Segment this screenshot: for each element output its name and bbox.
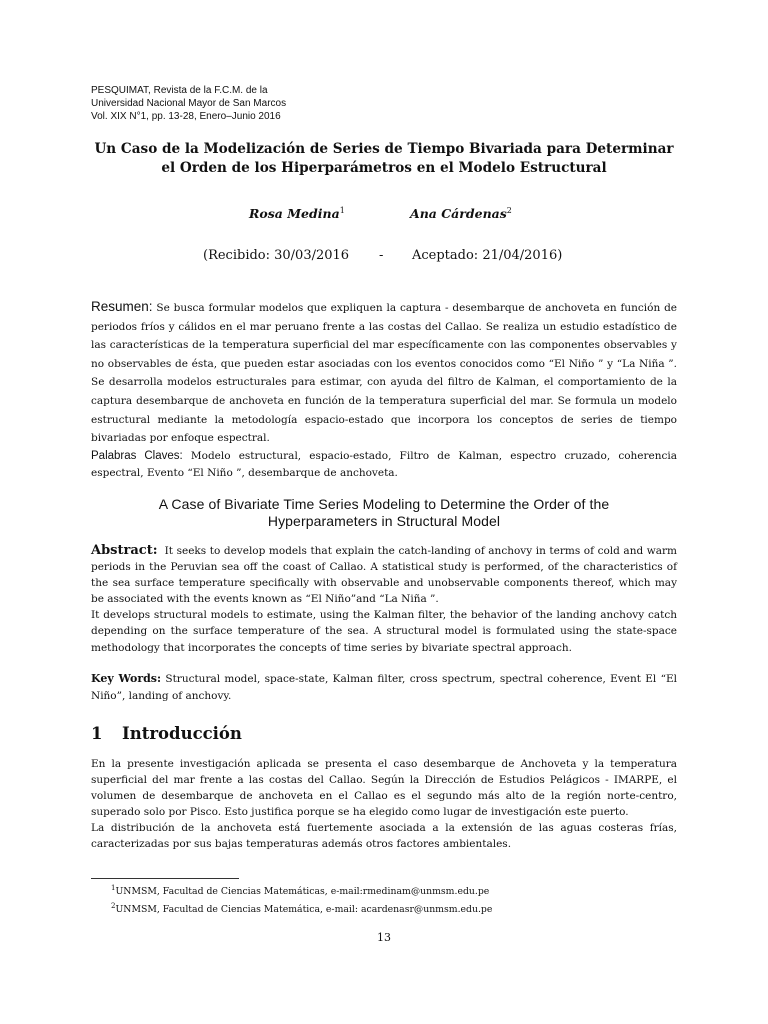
journal-line: Universidad Nacional Mayor de San Marcos — [91, 98, 287, 109]
palabras-claves — [91, 448, 677, 482]
author-footnote-mark: 1 — [339, 206, 345, 215]
introduction-body — [91, 757, 677, 852]
title-line: A Case of Bivariate Time Series Modeling to Determine the Order of the — [158, 496, 610, 512]
key-words — [91, 670, 677, 705]
body-paragraph: En la presente investigación aplicada se presenta el caso desembarque de Anchoveta y la temperatura superficial del mar frente a las costas del Callao. Según la Dirección de Estudios Pelágicos - IMARPE, el volumen de desembarque de anchoveta en el Callao es el segundo más alto de la región norte-centro, superado solo por Pisco. Esto justifica porque se ha elegido como lugar de investigación este puerto. — [91, 758, 677, 818]
section-heading — [91, 724, 242, 743]
footnote-divider — [91, 878, 239, 879]
footnote-mark: 2 — [111, 902, 116, 911]
author — [410, 206, 512, 221]
received-date: (Recibido: 30/03/2016 — [203, 248, 350, 263]
journal-line: Vol. XIX N°1, pp. 13-28, Enero–Junio 2016 — [91, 111, 281, 122]
abstract-heading: Abstract: — [91, 543, 158, 558]
palabras-claves-text: Modelo estructural, espacio-estado, Filtro de Kalman, espectro cruzado, coherencia espectral, Evento “El Niño ”, desembarque de anchoveta. — [91, 450, 677, 479]
section-number: 1 — [91, 724, 103, 743]
author-name: Rosa Medina — [249, 206, 340, 222]
accepted-date: Aceptado: 21/04/2016) — [412, 248, 563, 263]
title-line: Un Caso de la Modelización de Series de Tiempo Bivariada para Determinar — [94, 141, 674, 157]
page-number: 13 — [377, 931, 391, 944]
footnote — [91, 899, 677, 917]
footnote-text: UNMSM, Facultad de Ciencias Matemáticas, e-mail:rmedinam@unmsm.edu.pe — [115, 886, 490, 898]
journal-header — [91, 84, 391, 123]
abstract-paragraph — [91, 543, 677, 607]
footnote — [91, 881, 677, 899]
author — [249, 206, 345, 221]
date-separator: - — [379, 248, 384, 263]
palabras-claves-heading: Palabras Claves: — [91, 450, 183, 462]
abstract-paragraph: It develops structural models to estimate, using the Kalman filter, the behavior of the landing anchovy catch depending on the surface temperature of the sea. A structural model is formulated using the state-space methodology that incorporates the concepts of time series by bivariate spectral approach. — [91, 609, 677, 654]
journal-line: PESQUIMAT, Revista de la F.C.M. de la — [91, 85, 268, 96]
footnote-text: UNMSM, Facultad de Ciencias Matemática, e-mail: acardenasr@unmsm.edu.pe — [115, 904, 493, 916]
title-line: Hyperparameters in Structural Model — [267, 513, 501, 529]
english-title — [91, 496, 677, 530]
key-words-heading: Key Words: — [91, 672, 162, 685]
resumen-text: Se busca formular modelos que expliquen la captura - desembarque de anchoveta en función de periodos fríos y cálidos en el mar peruano frente a las costas del Callao. Se realiza un estudio estadístico de las características de la temperatura superficial del mar específicamente con las componentes observables y no observables de ésta, que pueden estar asociadas con los eventos conocidos como “El Niño ” y “La Niña ”. Se desarrolla modelos estructurales para estimar, con ayuda del filtro de Kalman, el comportamiento de la captura desembarque de anchoveta en función de la temperatura superficial del mar. Se formula un modelo estructural mediante la metodología espacio-estado que incorpora los conceptos de series de tiempo bivariadas por enfoque espectral. — [91, 302, 677, 445]
footnotes — [91, 881, 677, 917]
abstract-text: It seeks to develop models that explain the catch-landing of anchovy in terms of cold and warm periods in the Peruvian sea off the coast of Callao. A statistical study is performed, of the characteristics of the sea surface temperature specifically with observable and unobservable components thereof, which may be associated with the events known as “El Niño”and “La Niña ”. — [91, 545, 677, 606]
resumen-heading: Resumen: — [91, 299, 153, 314]
resumen — [91, 298, 677, 448]
body-paragraph: La distribución de la anchoveta está fuertemente asociada a la extensión de las aguas costeras frías, caracterizadas por sus bajas temperaturas además otros factores ambientales. — [91, 821, 677, 850]
key-words-text: Structural model, space-state, Kalman filter, cross spectrum, spectral coherence, Event El “El Niño”, landing of anchovy. — [91, 673, 677, 702]
author-footnote-mark: 2 — [506, 206, 512, 215]
title-line: el Orden de los Hiperparámetros en el Modelo Estructural — [161, 160, 607, 176]
section-title: Introducción — [122, 724, 242, 743]
abstract — [91, 543, 677, 656]
footnote-mark: 1 — [111, 884, 116, 892]
paper-title — [91, 140, 677, 178]
author-name: Ana Cárdenas — [410, 206, 507, 222]
